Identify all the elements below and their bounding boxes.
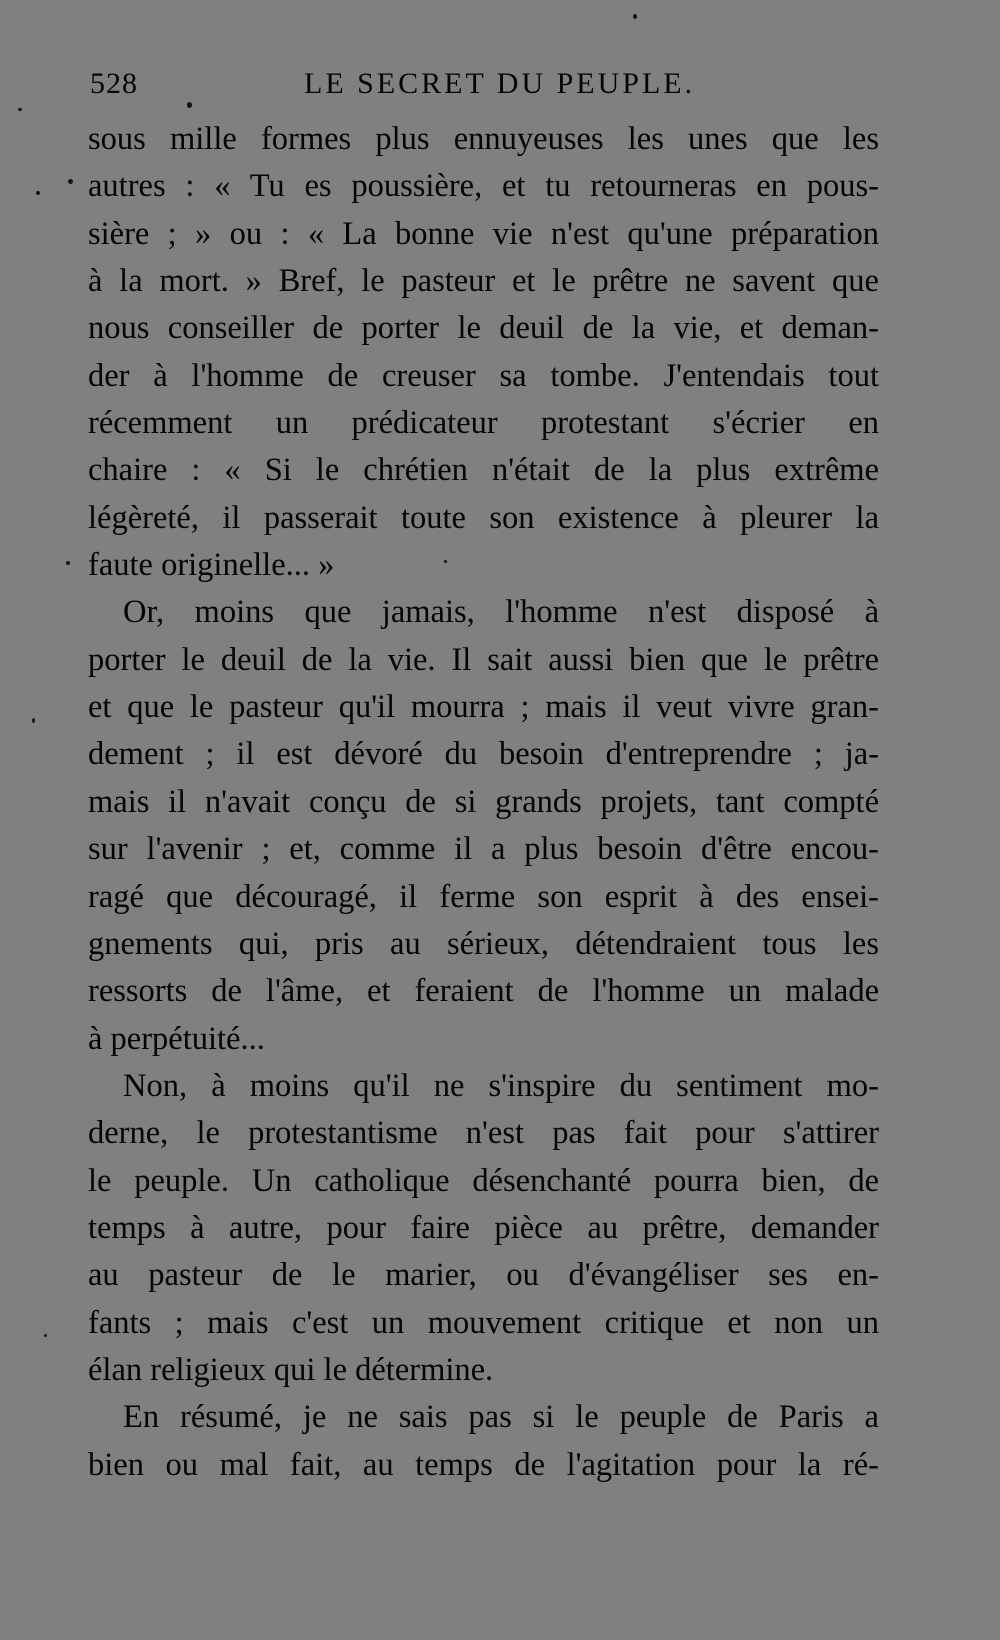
scan-speck xyxy=(66,561,70,565)
scan-speck xyxy=(18,108,22,111)
text-line: derne, le protestantisme n'est pas fait pour s'attirer xyxy=(88,1115,879,1152)
scan-speck xyxy=(633,14,637,19)
text-line: ragé que découragé, il ferme son esprit à des ensei- xyxy=(88,878,879,915)
page-number: 528 xyxy=(90,67,138,100)
text-line: autres : « Tu es poussière, et tu retourneras en pous- xyxy=(88,168,879,205)
text-line: Non, à moins qu'il ne s'inspire du sentiment mo- xyxy=(123,1067,879,1104)
text-line: porter le deuil de la vie. Il sait aussi bien que le prêtre xyxy=(88,641,879,678)
text-line: ressorts de l'âme, et feraient de l'homme un malade xyxy=(88,973,879,1010)
scan-speck xyxy=(44,1334,47,1337)
text-line: faute originelle... » xyxy=(88,547,335,584)
text-line: der à l'homme de creuser sa tombe. J'entendais tout xyxy=(88,357,879,394)
text-line: En résumé, je ne sais pas si le peuple de Paris a xyxy=(123,1399,879,1436)
text-line: sière ; » ou : « La bonne vie n'est qu'une préparation xyxy=(88,215,879,252)
text-line: nous conseiller de porter le deuil de la vie, et deman- xyxy=(88,310,879,347)
text-line: et que le pasteur qu'il mourra ; mais il veut vivre gran- xyxy=(88,689,879,726)
text-line: sur l'avenir ; et, comme il a plus besoin d'être encou- xyxy=(88,831,879,868)
page-header xyxy=(86,64,846,104)
text-line: le peuple. Un catholique désenchanté pourra bien, de xyxy=(88,1162,879,1199)
running-title: LE SECRET DU PEUPLE. xyxy=(304,67,696,100)
text-line: bien ou mal fait, au temps de l'agitation pour la ré- xyxy=(88,1446,879,1483)
text-line: gnements qui, pris au sérieux, détendraient tous les xyxy=(88,925,879,962)
text-line: à la mort. » Bref, le pasteur et le prêtre ne savent que xyxy=(88,263,879,300)
body-text xyxy=(88,116,879,1489)
text-line: élan religieux qui le détermine. xyxy=(88,1351,494,1388)
scan-speck xyxy=(68,179,73,184)
text-line: récemment un prédicateur protestant s'écrier en xyxy=(88,405,879,442)
text-line: fants ; mais c'est un mouvement critique et non un xyxy=(88,1304,879,1341)
text-line: à perpétuité... xyxy=(88,1020,265,1057)
text-line: chaire : « Si le chrétien n'était de la plus extrême xyxy=(88,452,879,489)
scan-speck xyxy=(36,191,40,195)
scan-speck xyxy=(444,560,447,563)
text-line: Or, moins que jamais, l'homme n'est disposé à xyxy=(123,594,879,631)
text-line: mais il n'avait conçu de si grands projets, tant compté xyxy=(88,783,879,820)
scan-speck xyxy=(32,718,35,723)
text-line: sous mille formes plus ennuyeuses les unes que les xyxy=(88,121,879,157)
text-line: légèreté, il passerait toute son existence à pleurer la xyxy=(88,499,879,536)
text-line: dement ; il est dévoré du besoin d'entreprendre ; ja- xyxy=(88,736,879,773)
scan-speck xyxy=(187,102,192,108)
text-line: au pasteur de le marier, ou d'évangéliser ses en- xyxy=(88,1257,879,1294)
text-line: temps à autre, pour faire pièce au prêtre, demander xyxy=(88,1209,879,1246)
